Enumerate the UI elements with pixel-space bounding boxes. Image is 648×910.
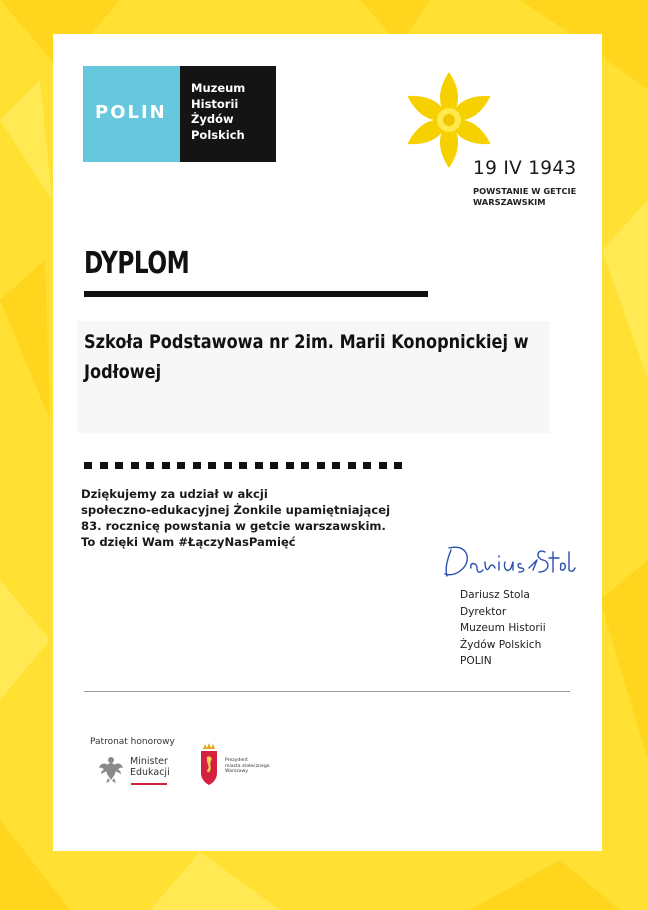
museum-name-line: Muzeum bbox=[191, 81, 246, 95]
signer-line: Żydów Polskich bbox=[460, 638, 542, 651]
signer-line: Dyrektor bbox=[460, 605, 507, 618]
thanks-text bbox=[81, 486, 441, 550]
thanks-line: To dzięki Wam #ŁączyNasPamięć bbox=[81, 535, 296, 549]
event-date: 19 IV 1943 bbox=[473, 158, 577, 179]
thanks-line: 83. rocznicę powstania w getcie warszawskim. bbox=[81, 519, 386, 533]
museum-name-line: Polskich bbox=[191, 127, 245, 142]
polin-logo bbox=[83, 66, 276, 162]
warsaw-line: miasta stołecznego bbox=[225, 763, 270, 769]
diploma-card bbox=[53, 34, 602, 851]
signer-line: Muzeum Historii bbox=[460, 622, 546, 634]
polin-wordmark: POLIN bbox=[95, 102, 167, 123]
polish-eagle-icon bbox=[98, 754, 124, 784]
warsaw-crest-icon bbox=[198, 741, 220, 787]
minister-line: Edukacji bbox=[130, 767, 170, 778]
warsaw-line: Prezydent bbox=[225, 758, 248, 763]
polin-logo-black bbox=[180, 66, 276, 162]
minister-accent-line bbox=[131, 783, 167, 785]
handwritten-signature bbox=[441, 538, 576, 584]
event-caption-line: POWSTANIE W GETCIE bbox=[473, 186, 577, 196]
signer-line: POLIN bbox=[460, 655, 492, 667]
diploma-title: DYPLOM bbox=[84, 246, 190, 281]
footer-divider bbox=[84, 691, 570, 692]
dashed-separator bbox=[84, 462, 402, 469]
minister-name bbox=[130, 756, 170, 778]
event-caption bbox=[473, 186, 576, 208]
polin-logo-blue bbox=[83, 66, 180, 162]
museum-name-line: Żydów bbox=[191, 112, 234, 126]
minister-line: Minister bbox=[130, 756, 168, 767]
museum-name-line: Historii bbox=[191, 96, 239, 111]
recipient-line: Szkoła Podstawowa nr 2im. Marii Konopnickiej w bbox=[84, 331, 529, 353]
recipient-line: Jodłowej bbox=[84, 361, 162, 383]
signer-info bbox=[460, 587, 546, 670]
recipient-name bbox=[84, 327, 560, 387]
patronage-label: Patronat honorowy bbox=[90, 737, 175, 747]
warsaw-mayor-text bbox=[225, 758, 270, 775]
event-caption-line: WARSZAWSKIM bbox=[473, 197, 546, 207]
signer-line: Dariusz Stola bbox=[460, 589, 530, 601]
museum-name bbox=[191, 81, 245, 143]
thanks-line: Dziękujemy za udział w akcji bbox=[81, 487, 268, 501]
warsaw-line: Warszawy bbox=[225, 769, 249, 775]
title-underline bbox=[84, 291, 428, 297]
thanks-line: społeczno-edukacyjnej Żonkile upamiętniającej bbox=[81, 503, 391, 517]
